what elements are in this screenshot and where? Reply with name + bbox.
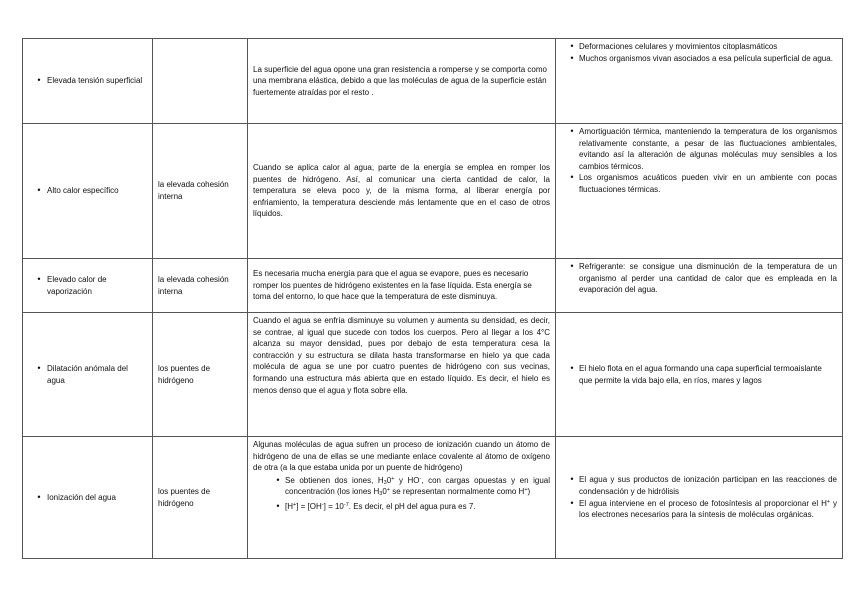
bullet-icon: • <box>570 126 574 136</box>
properties-table <box>22 38 843 559</box>
bullet-icon: • <box>37 491 41 502</box>
cause-cell: los puentes de hidrógeno <box>153 313 248 437</box>
description-text: Algunas moléculas de agua sufren un proceso de ionización cuando un átomo de hidrógeno de una de ellas se une mediante enlace covalente al átomo de oxígeno de otra (a la que estaba unida por un puente de hidrógeno) <box>253 440 550 473</box>
property-name: Dilatación anómala del agua <box>47 363 128 385</box>
description-cell <box>248 313 556 437</box>
bullet-icon: • <box>570 261 574 271</box>
property-name: Alto calor específico <box>47 186 119 196</box>
description-cell <box>248 437 556 559</box>
list-item: • Deformaciones celulares y movimientos citoplasmáticos <box>561 41 837 53</box>
cause-cell: los puentes de hidrógeno <box>153 437 248 559</box>
bullet-icon: • <box>570 172 574 183</box>
bullet-icon: • <box>276 500 280 511</box>
list-item: • El agua interviene en el proceso de fotosíntesis al proporcionar el H+ y los electrones necesarios para la síntesis de moléculas orgánicas. <box>561 498 837 521</box>
bullet-icon: • <box>276 474 280 485</box>
list-item: • Se obtienen dos iones, $H_30^+$ y HO-, con cargas opuestas y en igual concentración (los iones $H_30^+$ se representan normalmente como H+) <box>253 475 550 498</box>
bullet-icon: • <box>37 362 41 373</box>
consequences-cell <box>556 313 843 437</box>
list-item: • Amortiguación térmica, manteniendo la temperatura de los organismos relativamente constante, a pesar de las fluctuaciones ambientales, evitando así la alteración de algunas moléculas muy sensibles a los cambios térmicos. <box>561 126 837 172</box>
property-cell <box>23 313 153 437</box>
list-item: • Los organismos acuáticos pueden vivir en un ambiente con pocas fluctuaciones térmicas. <box>561 172 837 195</box>
table-row <box>23 437 843 559</box>
table-row <box>23 313 843 437</box>
bullet-icon: • <box>570 52 574 63</box>
bullet-icon: • <box>570 474 574 485</box>
cause-cell <box>153 39 248 124</box>
description-cell <box>248 124 556 259</box>
property-cell <box>23 39 153 124</box>
list-item: • Refrigerante: se consigue una disminución de la temperatura de un organismo al perder una cantidad de calor que es empleada en la evaporación del agua. <box>561 261 837 296</box>
description-text: Es necesaria mucha energía para que el agua se evapore, pues es necesario romper los puentes de hidrógeno existentes en la fase líquida. Esta energía se toma del entorno, lo que hace que la temperatura de este disminuya. <box>253 269 532 302</box>
table-row <box>23 39 843 124</box>
bullet-icon: • <box>37 75 41 86</box>
property-cell <box>23 259 153 313</box>
bullet-icon: • <box>37 273 41 284</box>
bullet-icon: • <box>37 185 41 196</box>
description-cell <box>248 259 556 313</box>
bullet-icon: • <box>570 41 574 51</box>
property-cell <box>23 437 153 559</box>
consequences-cell <box>556 259 843 313</box>
bullet-icon: • <box>570 362 574 373</box>
consequences-cell <box>556 39 843 124</box>
property-name: Ionización del agua <box>47 492 116 502</box>
cause-cell: la elevada cohesión interna <box>153 124 248 259</box>
list-item: • Muchos organismos vivan asociados a esa película superficial de agua. <box>561 53 837 65</box>
table-row <box>23 124 843 259</box>
description-text: La superficie del agua opone una gran resistencia a romperse y se comporta como una membrana elástica, debido a que las moléculas de agua de la superficie están fuertemente atraídas por el resto . <box>253 64 547 97</box>
cause-cell: la elevada cohesión interna <box>153 259 248 313</box>
property-name: Elevado calor de vaporización <box>47 274 107 296</box>
list-item: • $[H^+] = [OH^-] = 10^{-7}$. Es decir, el pH del agua pura es 7. <box>253 501 550 513</box>
description-text: Cuando se aplica calor al agua, parte de la energía se emplea en romper los puentes de hidrógeno. Así, al comunicar una cierta cantidad de calor, la temperatura se eleva poco y, de la misma forma, al liberar energía por enfriamiento, la temperatura desciende más lentamente que en el caso de otros líquidos. <box>253 163 550 219</box>
description-cell <box>248 39 556 124</box>
table-row <box>23 259 843 313</box>
bullet-icon: • <box>570 497 574 508</box>
list-item: • El hielo flota en el agua formando una capa superficial termoaislante que permite la vida bajo ella, en ríos, mares y lagos <box>561 363 837 386</box>
description-text: Cuando el agua se enfría disminuye su volumen y aumenta su densidad, es decir, se contrae, al igual que sucede con todos los cuerpos. Pero al llegar a los 4°C alcanza su mayor densidad, pues por debajo de esta temperatura cesa la contracción y su estructura se dilata hasta transformarse en hielo ya que cada molécula de agua se une por cuatro puentes de hidrógeno con sus vecinas, formando una estructura más abierta que en estado líquido. Es decir, el hielo es menos denso que el agua y flota sobre ella. <box>253 316 550 395</box>
list-item: • El agua y sus productos de ionización participan en las reacciones de condensación y de hidrólisis <box>561 474 837 497</box>
property-name: Elevada tensión superficial <box>47 76 143 86</box>
property-cell <box>23 124 153 259</box>
consequences-cell <box>556 124 843 259</box>
consequences-cell <box>556 437 843 559</box>
